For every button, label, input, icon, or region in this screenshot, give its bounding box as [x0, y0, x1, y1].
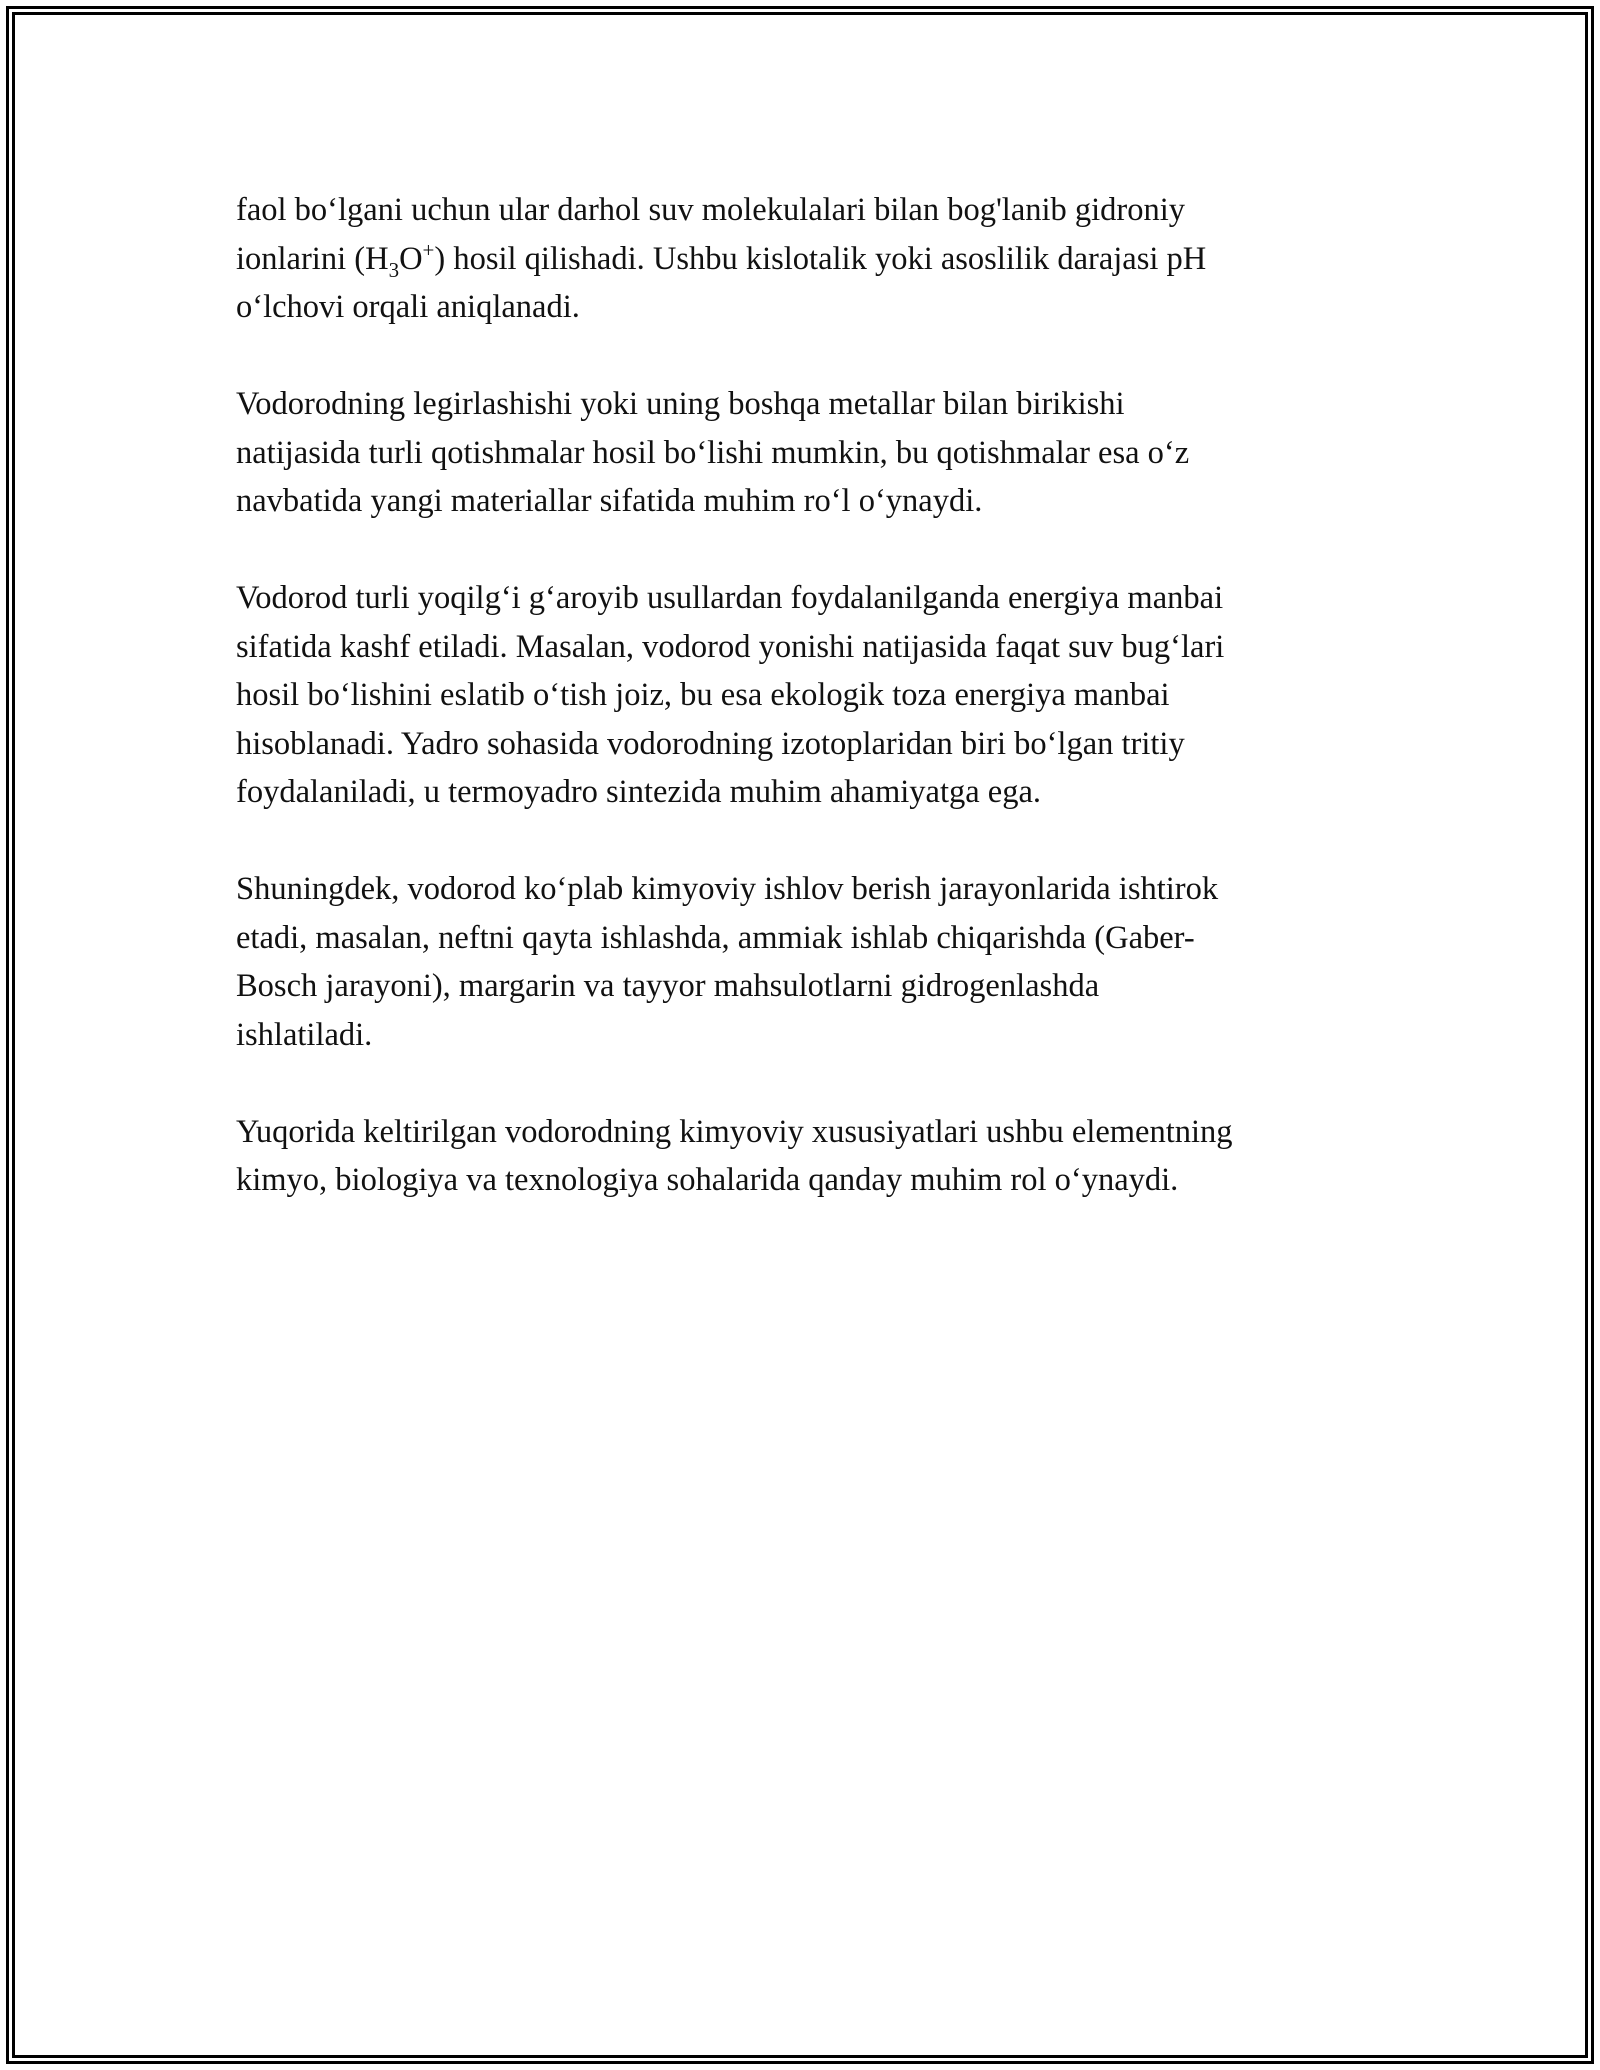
formula-superscript: +	[422, 237, 435, 262]
paragraph-1-text-end: ) hosil qilishadi. Ushbu kislotalik yoki asoslilik darajasi pH o‘lchovi orqali aniqlanadi.	[236, 240, 1207, 325]
paragraph-2: Vodorodning legirlashishi yoki uning boshqa metallar bilan birikishi natijasida turli qotishmalar hosil bo‘lishi mumkin, bu qotishmalar esa o‘z navbatida yangi materiallar sifatida muhim ro‘l o‘ynaydi.	[236, 386, 1190, 519]
chemical-formula-hydronium	[365, 237, 435, 282]
document-body	[236, 186, 1396, 1253]
paragraph-3: Vodorod turli yoqilg‘i g‘aroyib usullardan foydalanilganda energiya manbai sifatida kashf etiladi. Masalan, vodorod yonishi natijasida faqat suv bug‘lari hosil bo‘lishini eslatib o‘tish joiz, bu esa ekologik toza energiya manbai hisoblanadi. Yadro sohasida vodorodning izotoplaridan biri bo‘lgan tritiy foydalaniladi, u termoyadro sintezida muhim ahamiyatga ega.	[236, 580, 1225, 810]
paragraph-5: Yuqorida keltirilgan vodorodning kimyoviy xususiyatlari ushbu elementning kimyo, biologiya va texnologiya sohalarida qanday muhim rol o‘ynaydi.	[236, 1113, 1233, 1198]
formula-subscript: 3	[388, 257, 400, 282]
formula-element-h: H	[365, 240, 389, 277]
formula-element-o: O	[399, 240, 423, 277]
paragraph-1-text-start: faol bo‘lgani uchun ular darhol suv molekulalari bilan bog'lanib gidroniy ionlarini (	[236, 192, 1186, 277]
paragraph-1	[236, 186, 1396, 332]
paragraph-4: Shuningdek, vodorod ko‘plab kimyoviy ishlov berish jarayonlarida ishtirok etadi, masalan, neftni qayta ishlashda, ammiak ishlab chiqarishda (Gaber- Bosch jarayoni), margarin va tayyor mahsulotlarni gidrogenlashda ishlatiladi.	[236, 871, 1219, 1053]
